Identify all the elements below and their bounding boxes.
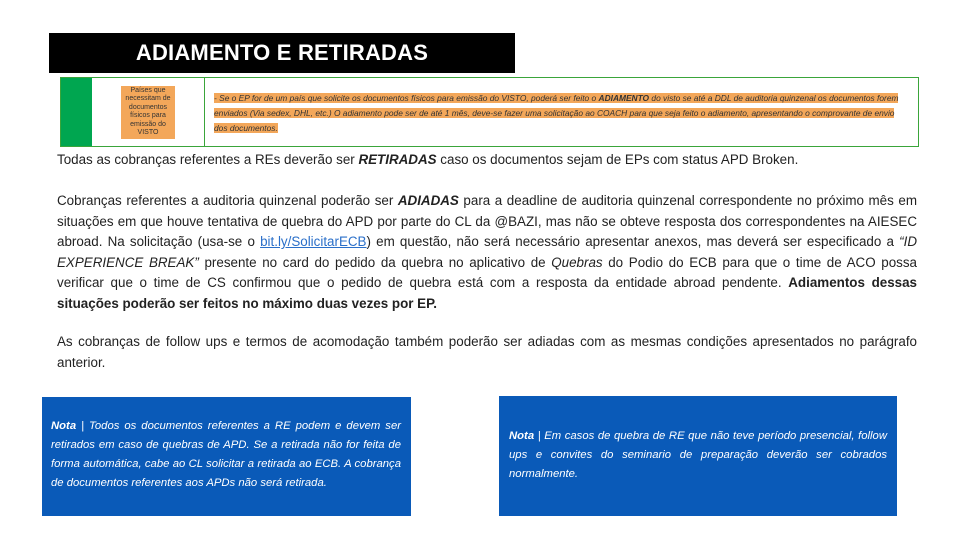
paragraph-follow-ups: As cobranças de follow ups e termos de acomodação também poderão ser adiadas com as mesmas condições apresentados no parágrafo anterior. (57, 334, 917, 370)
note-left-label: Nota (51, 420, 77, 432)
page-title: ADIAMENTO E RETIRADAS (49, 33, 515, 73)
solicitar-ecb-link[interactable]: bit.ly/SolicitarECB (260, 234, 367, 250)
table-text-part1: - Se o EP for de um país que solicite os documentos físicos para emissão do VISTO, poderá ser feito o (214, 93, 599, 103)
note-right-label: Nota (509, 430, 535, 442)
table-left-cell (92, 78, 205, 146)
table-right-cell (214, 91, 904, 136)
table-left-label: Países que necessitam de documentos físicos para emissão do VISTO (121, 86, 175, 139)
paragraph-adiadas: Cobranças referentes a auditoria quinzenal poderão ser ADIADAS para a deadline de auditoria quinzenal correspondente no próximo mês em situações em que houve tentativa de quebra do APD por parte do CL da @BAZI, mas não se obteve resposta dos correspondentes na AIESEC abroad. Na solicitação (usa-se o bit.ly/SolicitarECB) em questão, não será necessário apresentar anexos, mas deverá ser especificado a “ID EXPERIENCE BREAK” presente no card do pedido da quebra no aplicativo de Quebras do Podio do ECB para que o time de ACO possa verificar que o time de CS confirmou que o pedido de quebra está com a resposta da entidade abroad pendente. Adiamentos dessas situações poderão ser feitos no máximo duas vezes por EP. (57, 193, 917, 311)
green-accent-strip (61, 78, 92, 146)
paragraph-retiradas: Todas as cobranças referentes a REs deverão ser RETIRADAS caso os documentos sejam de EPs com status APD Broken. (57, 152, 799, 167)
table-right-text (214, 91, 904, 136)
visa-table (60, 77, 919, 147)
note-box-left (42, 397, 411, 516)
note-box-right (499, 396, 897, 516)
table-text-bold: ADIAMENTO (598, 93, 650, 103)
table-text-part2: do visto se até a DDL de auditoria quinzenal os documentos forem enviados (Via sedex, DHL, etc.) O adiamento pode ser de até 1 mês, deve-se fazer uma solicitação ao COACH para que seja feito o adiamento, apresentando o comprovante de envio dos documentos. (214, 93, 899, 133)
note-left-text: | Todos os documentos referentes a RE podem e devem ser retirados em caso de quebras de APD. Se a retirada não for feita de forma automática, cabe ao CL solicitar a retirada ao ECB. A cobrança de documentos referentes aos APDs não será retirada. (51, 420, 401, 489)
note-right-text: | Em casos de quebra de RE que não teve período presencial, follow ups e convites do seminario de preparação deverão ser cobrados normalmente. (509, 430, 887, 480)
